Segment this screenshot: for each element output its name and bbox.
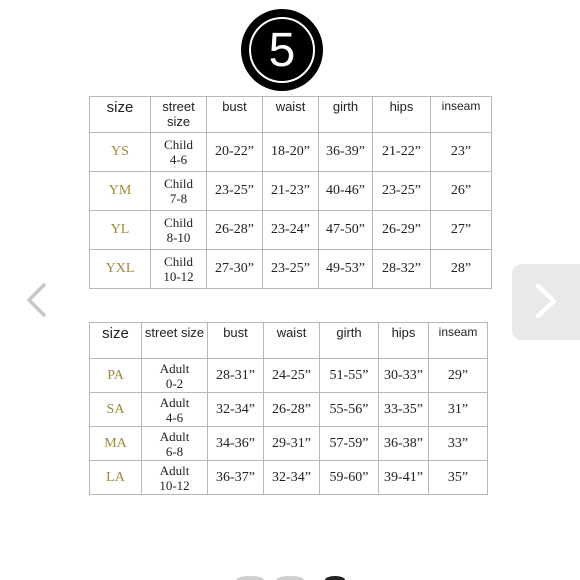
kids-size-chart [89, 96, 492, 289]
hips-cell: 39-41” [379, 461, 429, 495]
size-label: SA [90, 393, 142, 427]
table-row [90, 250, 492, 289]
header-size: size [90, 323, 142, 359]
previous-image-button[interactable] [22, 282, 52, 318]
header-girth: girth [319, 97, 373, 133]
hips-cell: 21-22” [373, 133, 431, 172]
header-hips: hips [379, 323, 429, 359]
header-girth: girth [320, 323, 379, 359]
size-label: PA [90, 359, 142, 393]
table-header-row [90, 323, 488, 359]
header-waist: waist [263, 97, 319, 133]
size-label: LA [90, 461, 142, 495]
table-row [90, 461, 488, 495]
chevron-right-icon [529, 283, 561, 319]
size-label: YXL [90, 250, 151, 289]
next-image-arrow[interactable] [529, 283, 561, 319]
street-size-cell: Child 4-6 [151, 133, 207, 172]
waist-cell: 23-25” [263, 250, 319, 289]
header-bust: bust [207, 97, 263, 133]
header-street-size: street size [142, 323, 208, 359]
waist-cell: 32-34” [264, 461, 320, 495]
girth-cell: 36-39” [319, 133, 373, 172]
bust-cell: 27-30” [207, 250, 263, 289]
street-size-cell: Adult 0-2 [142, 359, 208, 393]
header-street-size: street size [151, 97, 207, 133]
header-inseam: inseam [431, 97, 492, 133]
street-size-cell: Child 10-12 [151, 250, 207, 289]
street-size-cell: Child 8-10 [151, 211, 207, 250]
size-number-logo [241, 9, 323, 91]
waist-cell: 29-31” [264, 427, 320, 461]
bust-cell: 23-25” [207, 172, 263, 211]
girth-cell: 59-60” [320, 461, 379, 495]
bottom-edge-strip [0, 566, 580, 580]
size-label: YS [90, 133, 151, 172]
girth-cell: 40-46” [319, 172, 373, 211]
table-header-row [90, 97, 492, 133]
header-hips: hips [373, 97, 431, 133]
inseam-cell: 31” [429, 393, 488, 427]
header-size: size [90, 97, 151, 133]
inseam-cell: 26” [431, 172, 492, 211]
bust-cell: 28-31” [208, 359, 264, 393]
waist-cell: 21-23” [263, 172, 319, 211]
inseam-cell: 35” [429, 461, 488, 495]
hips-cell: 33-35” [379, 393, 429, 427]
girth-cell: 49-53” [319, 250, 373, 289]
size-label: MA [90, 427, 142, 461]
adult-size-chart [89, 322, 488, 495]
street-size-cell: Adult 6-8 [142, 427, 208, 461]
table-row [90, 359, 488, 393]
bust-cell: 34-36” [208, 427, 264, 461]
bust-cell: 20-22” [207, 133, 263, 172]
hips-cell: 30-33” [379, 359, 429, 393]
street-size-cell: Child 7-8 [151, 172, 207, 211]
bust-cell: 36-37” [208, 461, 264, 495]
bust-cell: 26-28” [207, 211, 263, 250]
waist-cell: 18-20” [263, 133, 319, 172]
inseam-cell: 33” [429, 427, 488, 461]
table-row [90, 172, 492, 211]
chevron-left-icon [22, 282, 52, 318]
header-inseam: inseam [429, 323, 488, 359]
inseam-cell: 27” [431, 211, 492, 250]
street-size-cell: Adult 4-6 [142, 393, 208, 427]
waist-cell: 26-28” [264, 393, 320, 427]
girth-cell: 57-59” [320, 427, 379, 461]
header-bust: bust [208, 323, 264, 359]
hips-cell: 28-32” [373, 250, 431, 289]
bust-cell: 32-34” [208, 393, 264, 427]
waist-cell: 23-24” [263, 211, 319, 250]
inseam-cell: 23” [431, 133, 492, 172]
size-label: YM [90, 172, 151, 211]
inseam-cell: 28” [431, 250, 492, 289]
logo-number: 5 [268, 24, 296, 77]
street-size-cell: Adult 10-12 [142, 461, 208, 495]
girth-cell: 55-56” [320, 393, 379, 427]
table-row [90, 427, 488, 461]
hips-cell: 23-25” [373, 172, 431, 211]
inseam-cell: 29” [429, 359, 488, 393]
hips-cell: 26-29” [373, 211, 431, 250]
hips-cell: 36-38” [379, 427, 429, 461]
size-label: YL [90, 211, 151, 250]
table-row [90, 133, 492, 172]
header-waist: waist [264, 323, 320, 359]
table-row [90, 393, 488, 427]
girth-cell: 47-50” [319, 211, 373, 250]
waist-cell: 24-25” [264, 359, 320, 393]
table-row [90, 211, 492, 250]
girth-cell: 51-55” [320, 359, 379, 393]
